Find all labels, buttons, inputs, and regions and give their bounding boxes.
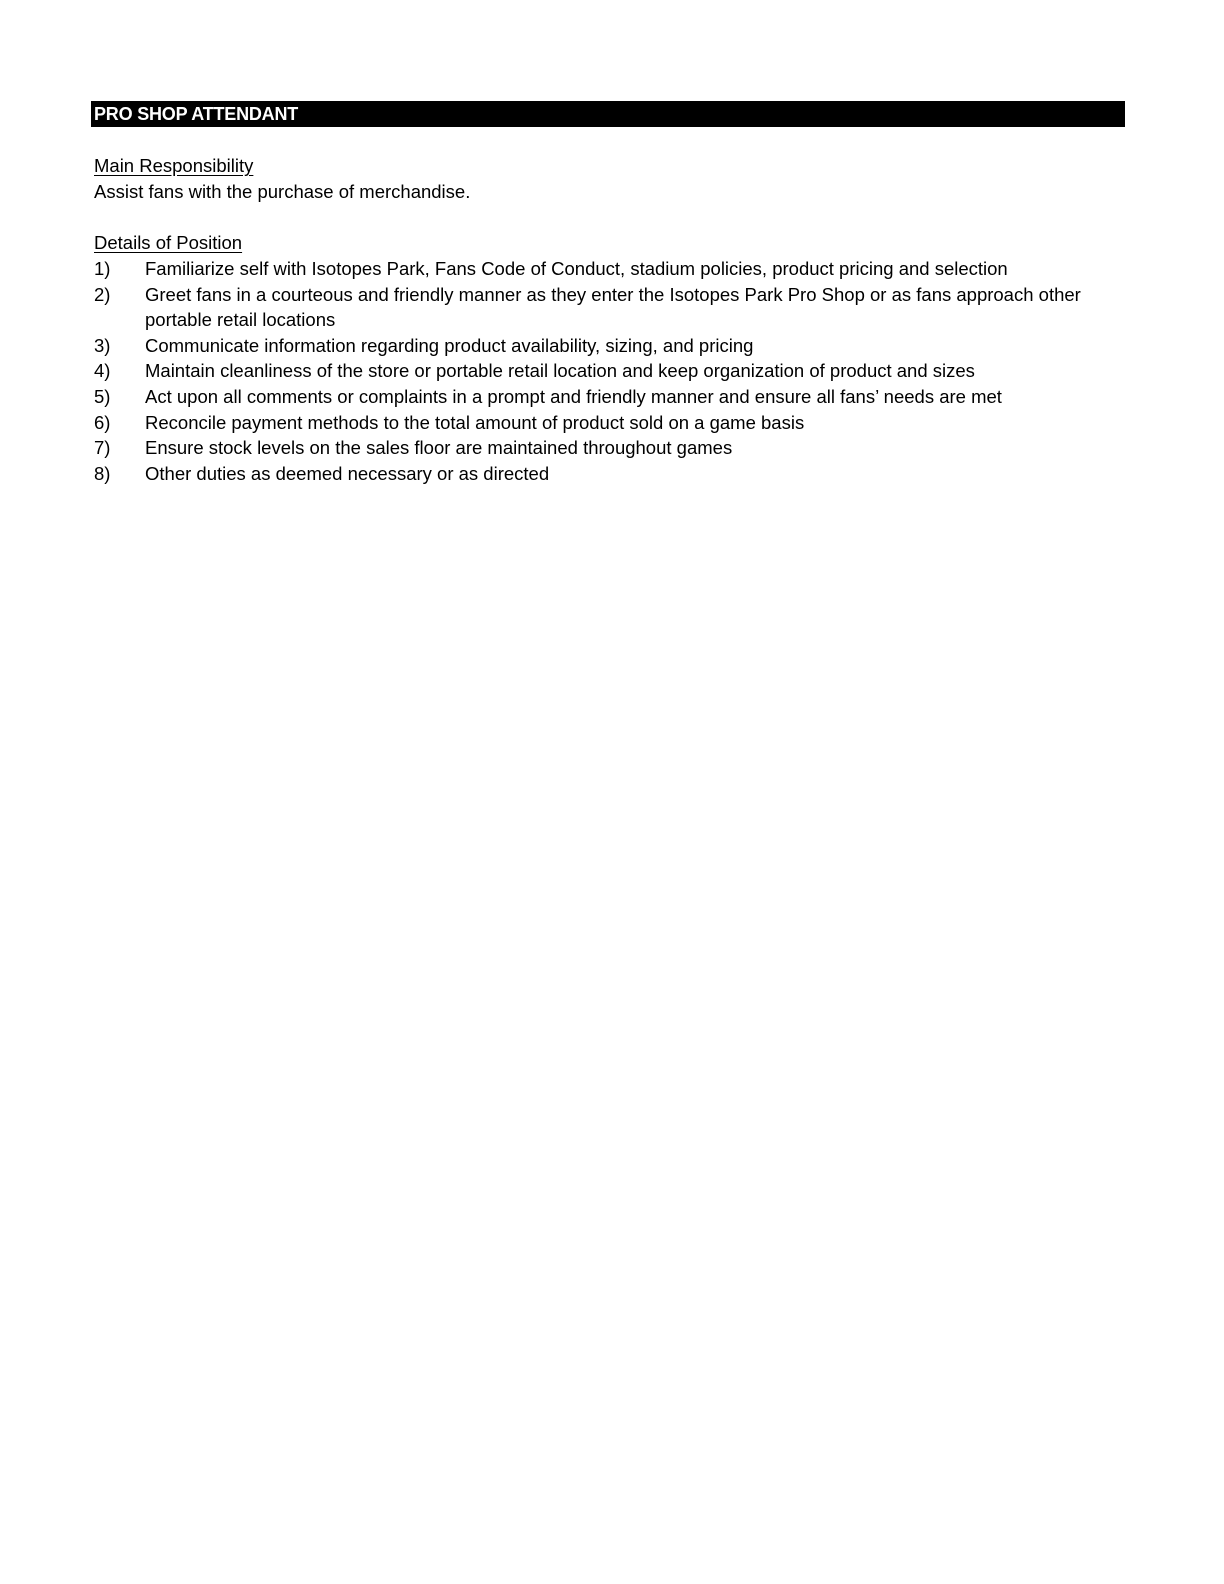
list-item-number: 6)	[94, 411, 111, 433]
list-item-text: Familiarize self with Isotopes Park, Fans Code of Conduct, stadium policies, product pricing and selection	[145, 258, 1008, 279]
list-item	[94, 333, 1134, 359]
list-item-text: Maintain cleanliness of the store or portable retail location and keep organization of product and sizes	[145, 360, 975, 382]
list-item-number: 3)	[94, 334, 111, 356]
list-item	[94, 384, 1134, 410]
list-item	[94, 410, 1134, 436]
main-responsibility-heading: Main Responsibility	[94, 155, 254, 176]
list-item-text: Greet fans in a courteous and friendly manner as they enter the Isotopes Park Pro Shop or as fans approach other portable retail locations	[145, 283, 1081, 331]
main-responsibility-text: Assist fans with the purchase of merchandise.	[94, 181, 471, 202]
page-title: PRO SHOP ATTENDANT	[94, 104, 299, 124]
list-item	[94, 256, 1134, 282]
details-heading: Details of Position	[94, 232, 243, 253]
list-item	[94, 282, 1134, 333]
list-item-number: 5)	[94, 385, 111, 407]
list-item	[94, 461, 1134, 487]
list-item-text: Reconcile payment methods to the total amount of product sold on a game basis	[145, 411, 805, 433]
list-item	[94, 358, 1134, 384]
list-item-number: 8)	[94, 462, 111, 484]
duties-list	[94, 256, 1134, 486]
list-item	[94, 435, 1134, 461]
list-item-text: Act upon all comments or complaints in a prompt and friendly manner and ensure all fans’ needs are met	[145, 385, 1002, 407]
list-item-text: Communicate information regarding product availability, sizing, and pricing	[145, 334, 754, 356]
list-item-number: 2)	[94, 283, 111, 305]
list-item-text: Other duties as deemed necessary or as directed	[145, 462, 550, 484]
list-item-number: 1)	[94, 258, 111, 279]
title-bar	[91, 101, 1125, 127]
list-item-number: 7)	[94, 437, 111, 459]
list-item-text: Ensure stock levels on the sales floor are maintained throughout games	[145, 437, 733, 459]
list-item-number: 4)	[94, 360, 111, 382]
